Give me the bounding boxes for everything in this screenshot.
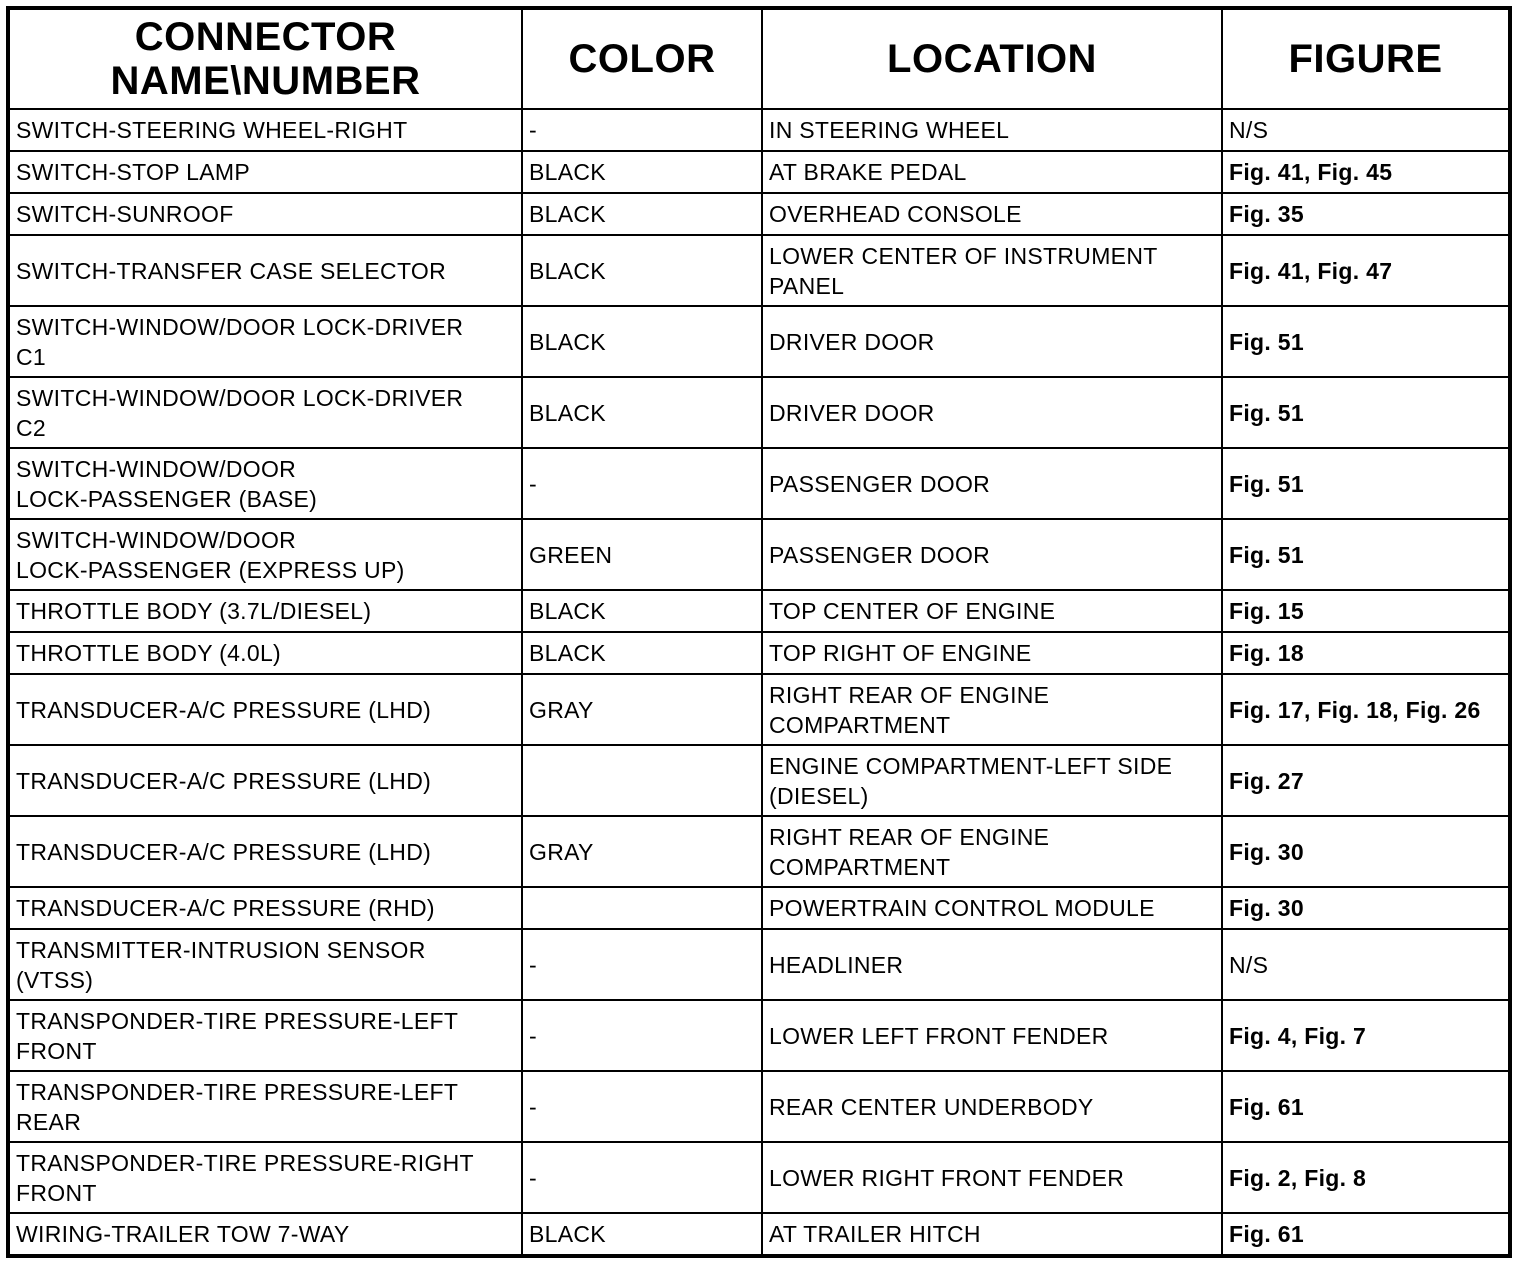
color-cell: BLACK [522,377,762,448]
header-location: LOCATION [762,8,1222,109]
connector-name-cell: TRANSDUCER-A/C PRESSURE (LHD) [8,745,522,816]
figure-cell: Fig. 51 [1222,448,1510,519]
color-cell: BLACK [522,235,762,306]
table-body [8,109,1510,1256]
color-cell: GRAY [522,816,762,887]
figure-cell: Fig. 61 [1222,1071,1510,1142]
connector-name-cell: TRANSMITTER-INTRUSION SENSOR (VTSS) [8,929,522,1000]
color-cell: - [522,1142,762,1213]
location-cell: DRIVER DOOR [762,306,1222,377]
color-cell: - [522,448,762,519]
table-row [8,1000,1510,1071]
figure-cell: Fig. 15 [1222,590,1510,632]
table-row [8,1213,1510,1256]
connector-name-cell: TRANSDUCER-A/C PRESSURE (RHD) [8,887,522,929]
table-row [8,887,1510,929]
location-cell: DRIVER DOOR [762,377,1222,448]
figure-cell: Fig. 27 [1222,745,1510,816]
figure-cell: Fig. 51 [1222,377,1510,448]
color-cell: GRAY [522,674,762,745]
location-cell: LOWER RIGHT FRONT FENDER [762,1142,1222,1213]
connector-name-cell: SWITCH-WINDOW/DOOR LOCK-DRIVER C1 [8,306,522,377]
table-row [8,929,1510,1000]
table-row [8,151,1510,193]
connector-name-cell: SWITCH-WINDOW/DOOR LOCK-PASSENGER (BASE) [8,448,522,519]
figure-cell: Fig. 30 [1222,887,1510,929]
figure-cell: Fig. 35 [1222,193,1510,235]
connector-table [6,6,1512,1258]
figure-cell: N/S [1222,929,1510,1000]
table-row [8,306,1510,377]
connector-name-cell: SWITCH-SUNROOF [8,193,522,235]
connector-name-cell: TRANSPONDER-TIRE PRESSURE-LEFT FRONT [8,1000,522,1071]
table-row [8,590,1510,632]
table-row [8,632,1510,674]
connector-name-cell: SWITCH-WINDOW/DOOR LOCK-DRIVER C2 [8,377,522,448]
location-cell: TOP RIGHT OF ENGINE [762,632,1222,674]
header-figure: FIGURE [1222,8,1510,109]
color-cell: - [522,1000,762,1071]
color-cell: - [522,1071,762,1142]
figure-cell: Fig. 4, Fig. 7 [1222,1000,1510,1071]
figure-cell: N/S [1222,109,1510,151]
table-row [8,109,1510,151]
table-row [8,377,1510,448]
connector-name-cell: SWITCH-WINDOW/DOOR LOCK-PASSENGER (EXPRESS UP) [8,519,522,590]
figure-cell: Fig. 51 [1222,306,1510,377]
location-cell: IN STEERING WHEEL [762,109,1222,151]
figure-cell: Fig. 51 [1222,519,1510,590]
color-cell: BLACK [522,590,762,632]
connector-name-cell: THROTTLE BODY (4.0L) [8,632,522,674]
figure-cell: Fig. 2, Fig. 8 [1222,1142,1510,1213]
location-cell: REAR CENTER UNDERBODY [762,1071,1222,1142]
header-color: COLOR [522,8,762,109]
table-row [8,745,1510,816]
color-cell: - [522,929,762,1000]
table-row [8,816,1510,887]
figure-cell: Fig. 41, Fig. 45 [1222,151,1510,193]
figure-cell: Fig. 30 [1222,816,1510,887]
color-cell: BLACK [522,632,762,674]
location-cell: ENGINE COMPARTMENT-LEFT SIDE (DIESEL) [762,745,1222,816]
connector-name-cell: WIRING-TRAILER TOW 7-WAY [8,1213,522,1256]
connector-name-cell: TRANSDUCER-A/C PRESSURE (LHD) [8,674,522,745]
location-cell: TOP CENTER OF ENGINE [762,590,1222,632]
color-cell: BLACK [522,151,762,193]
location-cell: OVERHEAD CONSOLE [762,193,1222,235]
connector-name-cell: SWITCH-STEERING WHEEL-RIGHT [8,109,522,151]
table-row [8,519,1510,590]
header-row [8,8,1510,109]
connector-name-cell: TRANSPONDER-TIRE PRESSURE-LEFT REAR [8,1071,522,1142]
location-cell: AT BRAKE PEDAL [762,151,1222,193]
table-row [8,674,1510,745]
connector-name-cell: SWITCH-TRANSFER CASE SELECTOR [8,235,522,306]
color-cell: BLACK [522,193,762,235]
location-cell: POWERTRAIN CONTROL MODULE [762,887,1222,929]
figure-cell: Fig. 61 [1222,1213,1510,1256]
figure-cell: Fig. 41, Fig. 47 [1222,235,1510,306]
location-cell: HEADLINER [762,929,1222,1000]
connector-name-cell: SWITCH-STOP LAMP [8,151,522,193]
location-cell: AT TRAILER HITCH [762,1213,1222,1256]
color-cell: - [522,109,762,151]
color-cell [522,887,762,929]
color-cell: GREEN [522,519,762,590]
figure-cell: Fig. 17, Fig. 18, Fig. 26 [1222,674,1510,745]
connector-name-cell: TRANSPONDER-TIRE PRESSURE-RIGHT FRONT [8,1142,522,1213]
table-row [8,448,1510,519]
connector-name-cell: TRANSDUCER-A/C PRESSURE (LHD) [8,816,522,887]
location-cell: LOWER CENTER OF INSTRUMENT PANEL [762,235,1222,306]
color-cell [522,745,762,816]
table-row [8,1071,1510,1142]
figure-cell: Fig. 18 [1222,632,1510,674]
table-row [8,193,1510,235]
location-cell: PASSENGER DOOR [762,448,1222,519]
table-row [8,1142,1510,1213]
color-cell: BLACK [522,1213,762,1256]
header-connector: CONNECTOR NAME\NUMBER [8,8,522,109]
color-cell: BLACK [522,306,762,377]
location-cell: PASSENGER DOOR [762,519,1222,590]
location-cell: RIGHT REAR OF ENGINE COMPARTMENT [762,816,1222,887]
table-row [8,235,1510,306]
location-cell: LOWER LEFT FRONT FENDER [762,1000,1222,1071]
location-cell: RIGHT REAR OF ENGINE COMPARTMENT [762,674,1222,745]
connector-name-cell: THROTTLE BODY (3.7L/DIESEL) [8,590,522,632]
